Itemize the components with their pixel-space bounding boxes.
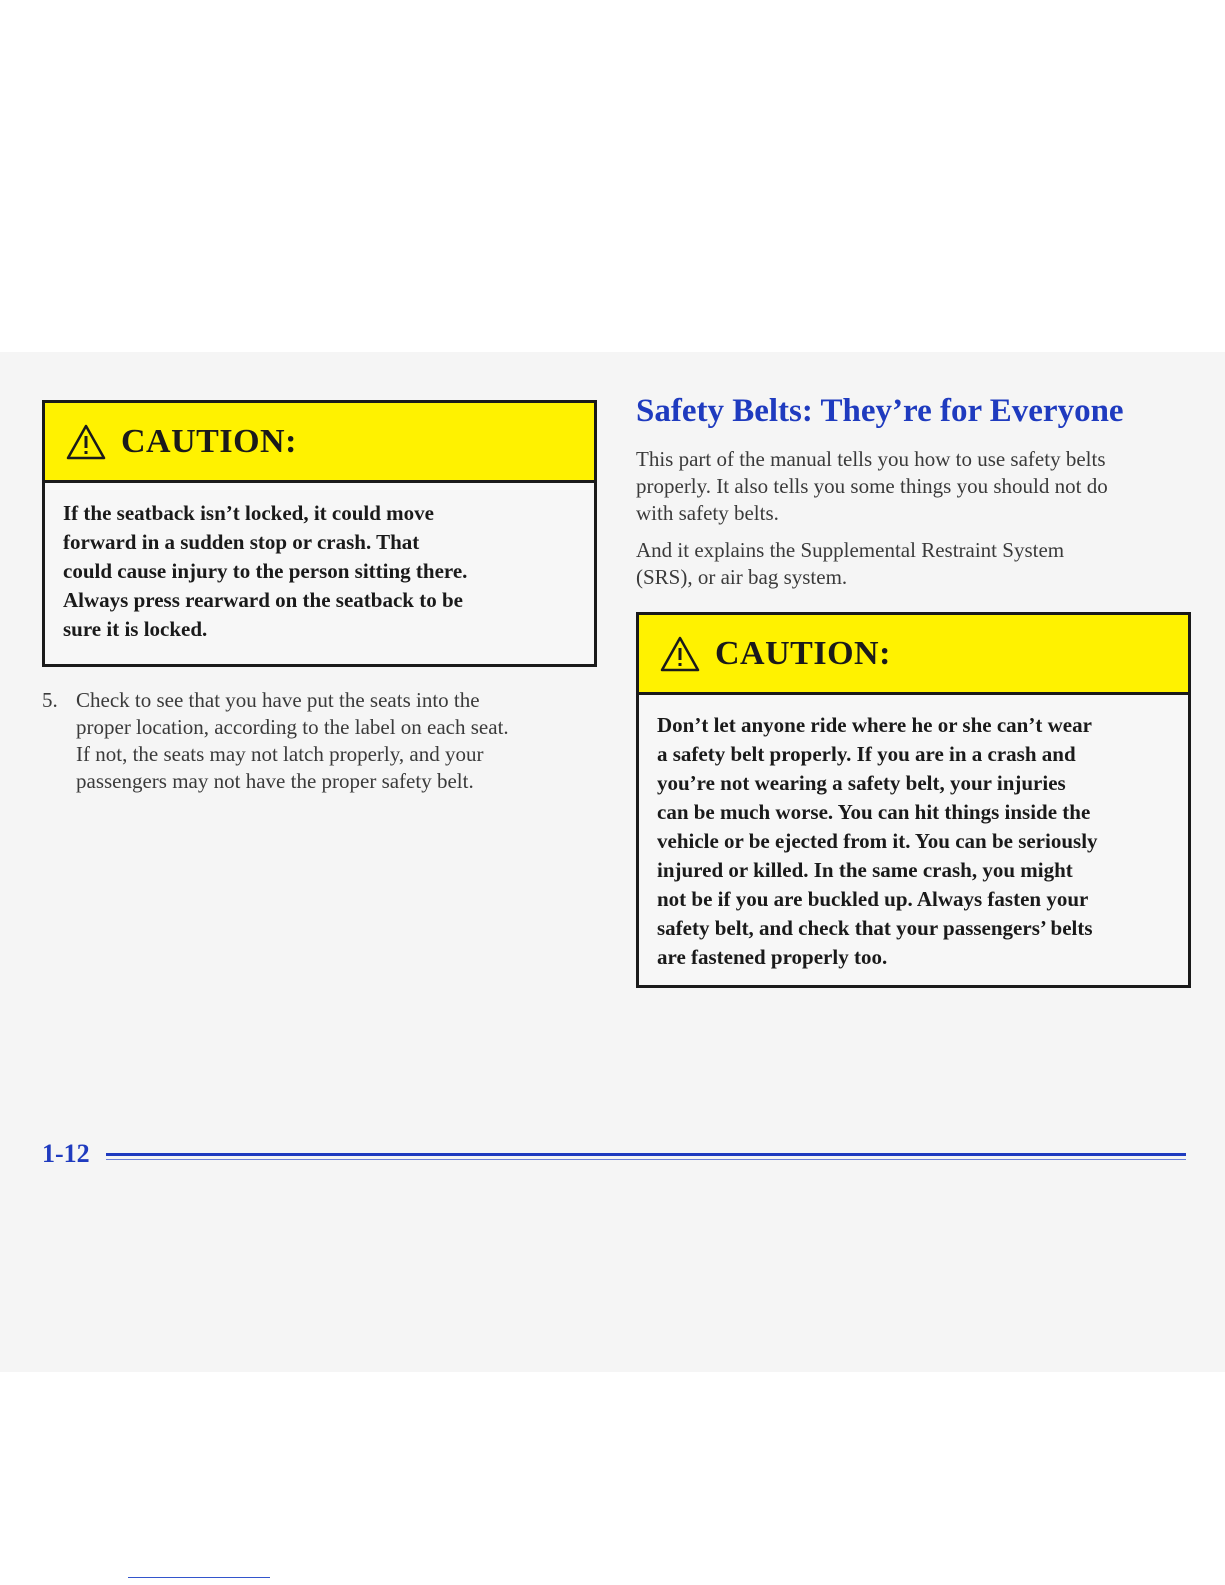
step-number: 5. xyxy=(42,688,58,712)
caution-box-safety-belt xyxy=(636,612,1191,988)
step-line: proper location, according to the label on each seat. xyxy=(76,715,509,739)
caution-line: Don’t let anyone ride where he or she can’t wear xyxy=(657,713,1092,737)
bottom-underline xyxy=(128,1577,270,1578)
caution-line: injured or killed. In the same crash, you might xyxy=(657,858,1073,882)
step-text xyxy=(76,687,602,795)
caution-body xyxy=(639,695,1188,972)
paragraph-line: (SRS), or air bag system. xyxy=(636,565,848,589)
caution-line: Always press rearward on the seatback to be xyxy=(63,588,463,612)
caution-line: vehicle or be ejected from it. You can be seriously xyxy=(657,829,1098,853)
paragraph-line: properly. It also tells you some things you should not do xyxy=(636,474,1108,498)
intro-paragraph xyxy=(636,446,1196,527)
caution-line: sure it is locked. xyxy=(63,617,208,641)
caution-header xyxy=(45,403,594,483)
warning-triangle-icon xyxy=(659,635,701,673)
caution-line: a safety belt properly. If you are in a crash and xyxy=(657,742,1076,766)
step-line: Check to see that you have put the seats into the xyxy=(76,688,480,712)
caution-title: CAUTION: xyxy=(121,422,297,460)
footer-rule xyxy=(106,1153,1186,1162)
caution-header xyxy=(639,615,1188,695)
warning-triangle-icon xyxy=(65,423,107,461)
paragraph-line: This part of the manual tells you how to use safety belts xyxy=(636,447,1106,471)
step-item xyxy=(42,687,602,795)
caution-line: If the seatback isn’t locked, it could move xyxy=(63,501,434,525)
caution-line: can be much worse. You can hit things inside the xyxy=(657,800,1091,824)
caution-line: could cause injury to the person sitting there. xyxy=(63,559,468,583)
footer-rule-thin xyxy=(106,1159,1186,1160)
step-line: passengers may not have the proper safety belt. xyxy=(76,769,474,793)
step-line: If not, the seats may not latch properly, and your xyxy=(76,742,484,766)
page-number: 1-12 xyxy=(42,1139,90,1168)
caution-line: you’re not wearing a safety belt, your injuries xyxy=(657,771,1066,795)
caution-title: CAUTION: xyxy=(715,634,891,672)
paragraph-line: And it explains the Supplemental Restraint System xyxy=(636,538,1065,562)
caution-line: not be if you are buckled up. Always fasten your xyxy=(657,887,1089,911)
caution-line: forward in a sudden stop or crash. That xyxy=(63,530,420,554)
caution-line: safety belt, and check that your passengers’ belts xyxy=(657,916,1093,940)
caution-body xyxy=(45,483,594,644)
paragraph-line: with safety belts. xyxy=(636,501,779,525)
caution-box-seatback xyxy=(42,400,597,667)
srs-paragraph xyxy=(636,537,1196,591)
footer-rule-thick xyxy=(106,1153,1186,1156)
caution-line: are fastened properly too. xyxy=(657,945,888,969)
section-title: Safety Belts: They’re for Everyone xyxy=(636,393,1124,429)
